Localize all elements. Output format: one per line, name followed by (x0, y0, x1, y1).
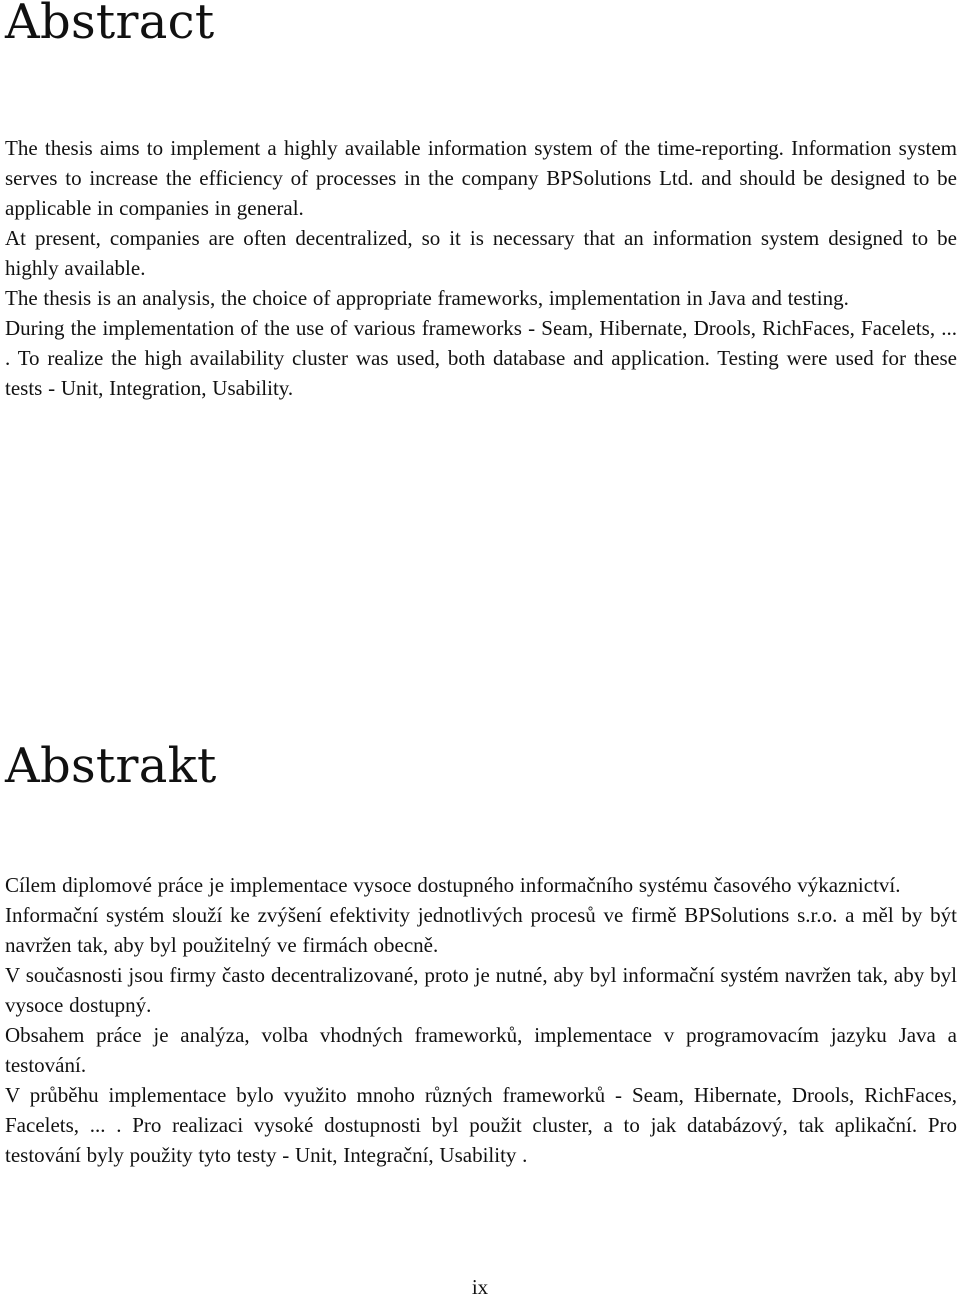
abstrakt-paragraph: Cílem diplomové práce je implementace vysoce dostupného informačního systému časového výkaznictví. (5, 873, 901, 897)
abstract-paragraph: During the implementation of the use of various frameworks - Seam, Hibernate, Drools, RichFaces, Facelets, ... . To realize the high availability cluster was used, both database and application. Testing were used for these tests - Unit, Integration, Usability. (5, 316, 957, 400)
page-number: ix (471, 1275, 489, 1299)
abstrakt-paragraph: V průběhu implementace bylo využito mnoho různých frameworků - Seam, Hibernate, Drools, RichFaces, Facelets, ... . Pro realizaci vysoké dostupnosti byl použit cluster, a to jak databázový, tak aplikační. Pro testování byly použity tyto testy - Unit, Integrační, Usability . (5, 1083, 957, 1167)
abstract-body (5, 133, 957, 403)
abstract-paragraph: The thesis is an analysis, the choice of appropriate frameworks, implementation in Java and testing. (5, 286, 849, 310)
abstrakt-body (5, 870, 957, 1170)
heading-abstract: Abstract (5, 0, 215, 50)
heading-abstrakt: Abstrakt (5, 738, 217, 794)
abstrakt-paragraph: Obsahem práce je analýza, volba vhodných frameworků, implementace v programovacím jazyku Java a testování. (5, 1023, 957, 1077)
abstrakt-paragraph: V současnosti jsou firmy často decentralizované, proto je nutné, aby byl informační systém navržen tak, aby byl vysoce dostupný. (5, 963, 957, 1017)
abstract-paragraph: The thesis aims to implement a highly available information system of the time-reporting. Information system serves to increase the efficiency of processes in the company BPSolutions Ltd. and should be designed to be applicable in companies in general. (5, 136, 957, 220)
abstract-paragraph: At present, companies are often decentralized, so it is necessary that an information system designed to be highly available. (5, 226, 957, 280)
abstrakt-paragraph: Informační systém slouží ke zvýšení efektivity jednotlivých procesů ve firmě BPSolutions s.r.o. a měl by být navržen tak, aby byl použitelný ve firmách obecně. (5, 903, 957, 957)
